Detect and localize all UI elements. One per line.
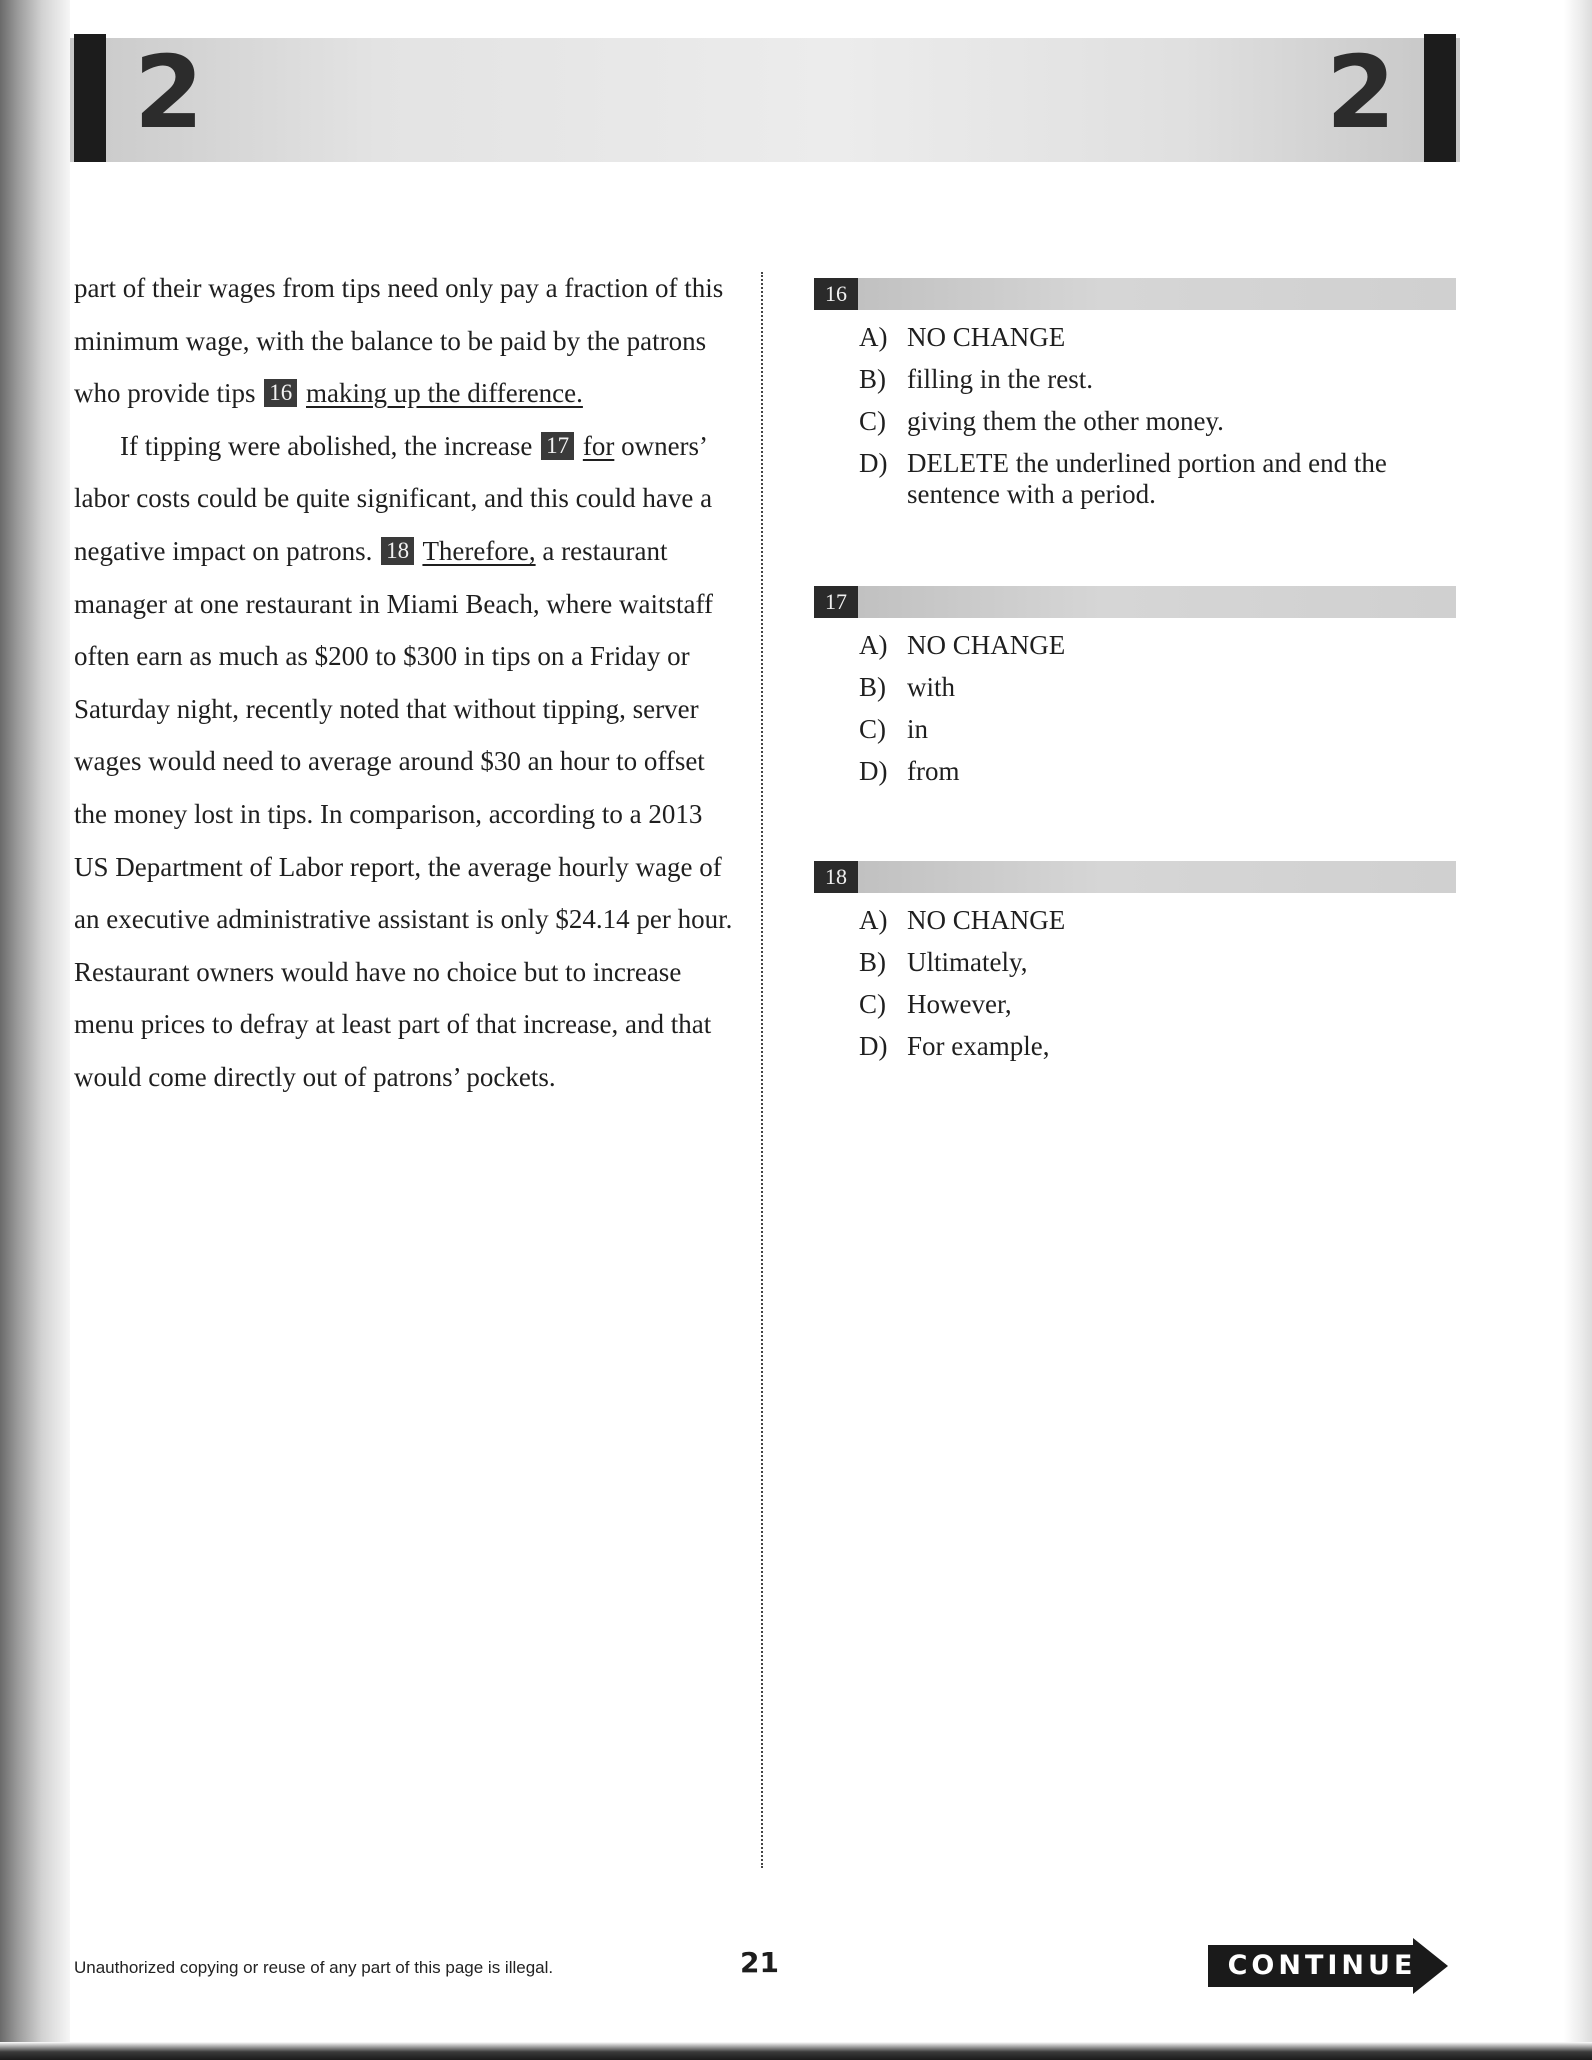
option-letter: D) xyxy=(859,756,888,786)
answer-option-a[interactable] xyxy=(814,630,1456,661)
scan-bottom-edge xyxy=(0,2042,1592,2060)
answer-option-d[interactable] xyxy=(814,756,1456,787)
question-number-box: 17 xyxy=(814,586,858,618)
option-letter: A) xyxy=(859,630,888,660)
option-text: from xyxy=(907,756,960,786)
passage-text: a restaurant manager at one restaurant in Miami Beach, where waitstaff often earn as much as $200 to $300 in tips on a Friday or Saturday night, recently noted that without tipping, server wages would need to average around $30 an hour to offset the money lost in tips. In comparison, according to a 2013 US Department of Labor report, the average hourly wage of an executive administrative assistant is only $24.14 per hour. Restaurant owners would have no choice but to increase menu prices to defray at least part of that increase, and that would come directly out of patrons’ pockets. xyxy=(74,535,733,1092)
option-letter: C) xyxy=(859,714,886,744)
option-text: NO CHANGE xyxy=(907,322,1066,352)
option-letter: C) xyxy=(859,406,886,436)
question-header-bar xyxy=(814,861,1456,893)
option-letter: D) xyxy=(859,448,888,478)
continue-button[interactable] xyxy=(1208,1938,1448,1994)
option-letter: C) xyxy=(859,989,886,1019)
answer-options xyxy=(814,905,1456,1062)
answer-option-a[interactable] xyxy=(814,322,1456,353)
question-marker-18[interactable]: 18 xyxy=(381,537,414,565)
question-number-box: 18 xyxy=(814,861,858,893)
option-text: Ultimately, xyxy=(907,947,1028,977)
option-text: NO CHANGE xyxy=(907,630,1066,660)
option-letter: D) xyxy=(859,1031,888,1061)
underlined-portion-16[interactable]: making up the difference. xyxy=(306,378,583,409)
option-text: DELETE the underlined portion and end the sentence with a period. xyxy=(907,448,1387,509)
question-header-bar xyxy=(814,586,1456,618)
option-text: For example, xyxy=(907,1031,1050,1061)
answer-options xyxy=(814,630,1456,787)
answer-option-c[interactable] xyxy=(814,714,1456,745)
passage-paragraph-2 xyxy=(74,420,734,1104)
section-header-band xyxy=(70,34,1460,162)
option-letter: B) xyxy=(859,364,886,394)
scan-right-edge xyxy=(1564,0,1592,2060)
answer-option-d[interactable] xyxy=(814,1031,1456,1062)
option-text: in xyxy=(907,714,929,744)
page-number: 21 xyxy=(740,1946,779,1979)
continue-label: CONTINUE xyxy=(1227,1950,1417,1981)
question-header-bar xyxy=(814,278,1456,310)
option-letter: A) xyxy=(859,905,888,935)
option-letter: B) xyxy=(859,947,886,977)
section-number-left: 2 xyxy=(134,34,204,151)
underlined-portion-18[interactable]: Therefore, xyxy=(422,535,536,566)
answer-option-c[interactable] xyxy=(814,989,1456,1020)
option-text: with xyxy=(907,672,956,702)
option-text: NO CHANGE xyxy=(907,905,1066,935)
copyright-notice: Unauthorized copying or reuse of any part of this page is illegal. xyxy=(74,1958,554,1977)
question-17 xyxy=(814,586,1456,798)
question-marker-17[interactable]: 17 xyxy=(541,432,574,460)
passage-column xyxy=(74,262,734,1104)
option-text: filling in the rest. xyxy=(907,364,1093,394)
answer-option-c[interactable] xyxy=(814,406,1456,437)
question-16 xyxy=(814,278,1456,521)
passage-text: If tipping were abolished, the increase xyxy=(120,430,540,461)
answer-options xyxy=(814,322,1456,510)
answer-option-a[interactable] xyxy=(814,905,1456,936)
question-marker-16[interactable]: 16 xyxy=(264,379,297,407)
option-letter: B) xyxy=(859,672,886,702)
answer-option-b[interactable] xyxy=(814,672,1456,703)
underlined-portion-17[interactable]: for xyxy=(582,430,615,461)
question-18 xyxy=(814,861,1456,1073)
option-text: However, xyxy=(907,989,1012,1019)
answer-option-b[interactable] xyxy=(814,364,1456,395)
section-marker-left xyxy=(74,34,106,162)
option-letter: A) xyxy=(859,322,888,352)
passage-text: part of their wages from tips need only pay a fraction of this minimum wage, with the balance to be paid by the patrons who provide tips xyxy=(74,273,724,409)
column-divider xyxy=(761,272,763,1868)
passage-paragraph-1 xyxy=(74,262,734,420)
question-number-box: 16 xyxy=(814,278,858,310)
section-number-right: 2 xyxy=(1326,34,1396,151)
answer-option-b[interactable] xyxy=(814,947,1456,978)
option-text: giving them the other money. xyxy=(907,406,1224,436)
answer-option-d[interactable] xyxy=(814,448,1456,510)
section-marker-right xyxy=(1424,34,1456,162)
scan-spine-shadow xyxy=(0,0,70,2060)
passage-text: owners’ labor costs could be quite significant, and this could have a negative impact on patrons. xyxy=(74,430,713,566)
